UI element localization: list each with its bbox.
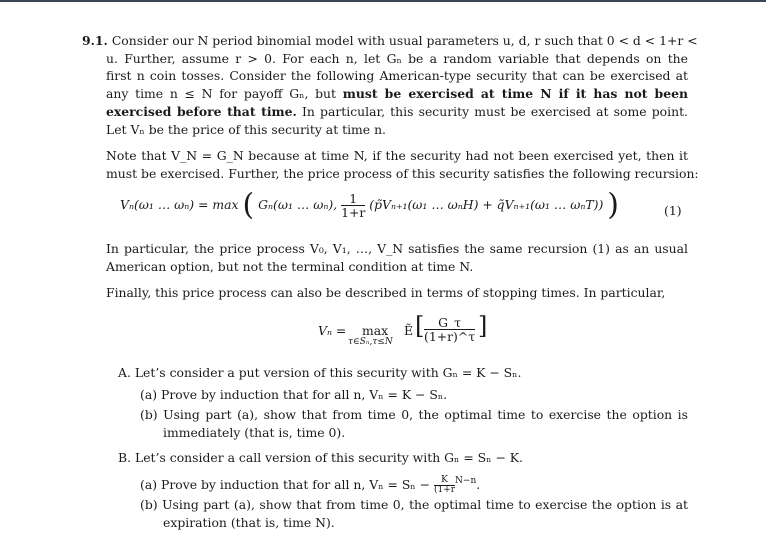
recursion-line-2: American option, but not the terminal condition at time N. — [106, 259, 474, 274]
call-value-fraction: $\frac{K}{(1+r}$ — [433, 475, 456, 495]
recursion-equation: Vₙ(ω₁ … ωₙ) = max ( Gₙ(ω₁ … ωₙ), $\frac{1}{1+r}$ (p̃Vₙ₊₁(ω₁ … ωₙH) + q̃Vₙ₊₁(ω₁ … ωₙT)) ) — [120, 187, 619, 223]
intro-line-1: 9.1. Consider our N period binomial model with usual parameters u, d, r such that 0 < d < 1+r < — [82, 33, 698, 48]
intro-line-5: exercised before that time. In particular, this security must be exercised at some point. — [106, 104, 688, 119]
recursion-line-1: In particular, the price process V₀, V₁, …, V_N satisfies the same recursion (1) as an usual — [106, 241, 688, 256]
part-b-item-b-line-2: expiration (that is, time N). — [163, 515, 335, 530]
problem-number: 9.1. — [82, 33, 108, 48]
problem-document: 9.1. Consider our N period binomial model with usual parameters u, d, r such that 0 < d < 1+r < u. Further, assume r > 0. For each n, let Gₙ be a random variable that depends on the first n coin tosses. Consider the following American-type security that can be exercised at any time n ≤ N for payoff Gₙ, but must be exercised at time N if it has not been exercised before that time. In particular, this security must be exercised at some point. Let Vₙ be the price of this security at time n. Note that V_N = G_N because at time N, if the security had not been exercised yet, then it must be exercised. Further, the price process of this security satisfies the following recursion: Vₙ(ω₁ … ωₙ) = max ( Gₙ(ω₁ … ωₙ), $\frac{1}{1+r}$ (p̃Vₙ₊₁(ω₁ … ωₙH) + q̃Vₙ₊₁(ω₁ … ωₙT)) ) (1) In particular, the price process V₀, V₁, …, V_N satisfies the same recursion (1) as an usual American option, but not the terminal condition at time N. Finally, this price process can also be described in terms of stopping times. In particular, Vₙ = max τ∈Sₙ,τ≤N Ẽ [ $\frac{G\_\tau}{(1+r)\^{}\tau}$ ] A. Let’s consider a put version of this security with Gₙ = K − Sₙ. (a) Prove by induction that for all n, Vₙ = K − Sₙ. (b) Using part (a), show that from time 0, the optimal time to exercise the option is immediately (that is, time 0). B. Let’s consider a call version of this security with Gₙ = Sₙ − K. (a) Prove by induction that for all n, Vₙ = Sₙ − $\frac{K}{(1+r}$ $^{N-n}$. (b) Using part (a), show that from time 0, the optimal time to exercise the option is at expiration (that is, time N). — [82, 33, 699, 530]
stopping-times-line: Finally, this price process can also be described in terms of stopping times. In particular, — [106, 285, 666, 300]
part-a-title: A. Let’s consider a put version of this security with Gₙ = K − Sₙ. — [118, 365, 522, 380]
intro-line-6: Let Vₙ be the price of this security at time n. — [106, 122, 386, 137]
stopping-fraction: $\frac{G\_\tau}{(1+r)\^{}\tau}$ — [424, 315, 476, 344]
intro-line-4: any time n ≤ N for payoff Gₙ, but must be exercised at time N if it has not been — [106, 86, 688, 101]
part-a-item-b-line-1: (b) Using part (a), show that from time 0, the optimal time to exercise the option is — [140, 407, 688, 422]
part-b-item-a: (a) Prove by induction that for all n, Vₙ = Sₙ − $\frac{K}{(1+r}$ $^{N-n}$. — [140, 475, 481, 495]
note-line-1: Note that V_N = G_N because at time N, if the security had not been exercised yet, then it — [106, 148, 688, 163]
note-line-2: must be exercised. Further, the price process of this security satisfies the following recursion: — [106, 166, 699, 181]
part-b-title: B. Let’s consider a call version of this security with Gₙ = Sₙ − K. — [118, 450, 523, 465]
emphasis-must-exercise: must be exercised at time N if it has not been — [342, 86, 688, 101]
intro-line-2: u. Further, assume r > 0. For each n, let Gₙ be a random variable that depends on the — [106, 51, 688, 66]
equation-label-1: (1) — [664, 203, 682, 218]
part-a-item-b-line-2: immediately (that is, time 0). — [163, 425, 346, 440]
intro-line-3: first n coin tosses. Consider the following American-type security that can be exercised at — [106, 68, 688, 83]
part-a-item-a: (a) Prove by induction that for all n, Vₙ = K − Sₙ. — [140, 387, 448, 402]
discount-fraction: $\frac{1}{1+r}$ — [341, 191, 366, 220]
part-b-item-b-line-1: (b) Using part (a), show that from time 0, the optimal time to exercise the option is at — [140, 497, 688, 512]
emphasis-exercised-before: exercised before that time. — [106, 104, 297, 119]
